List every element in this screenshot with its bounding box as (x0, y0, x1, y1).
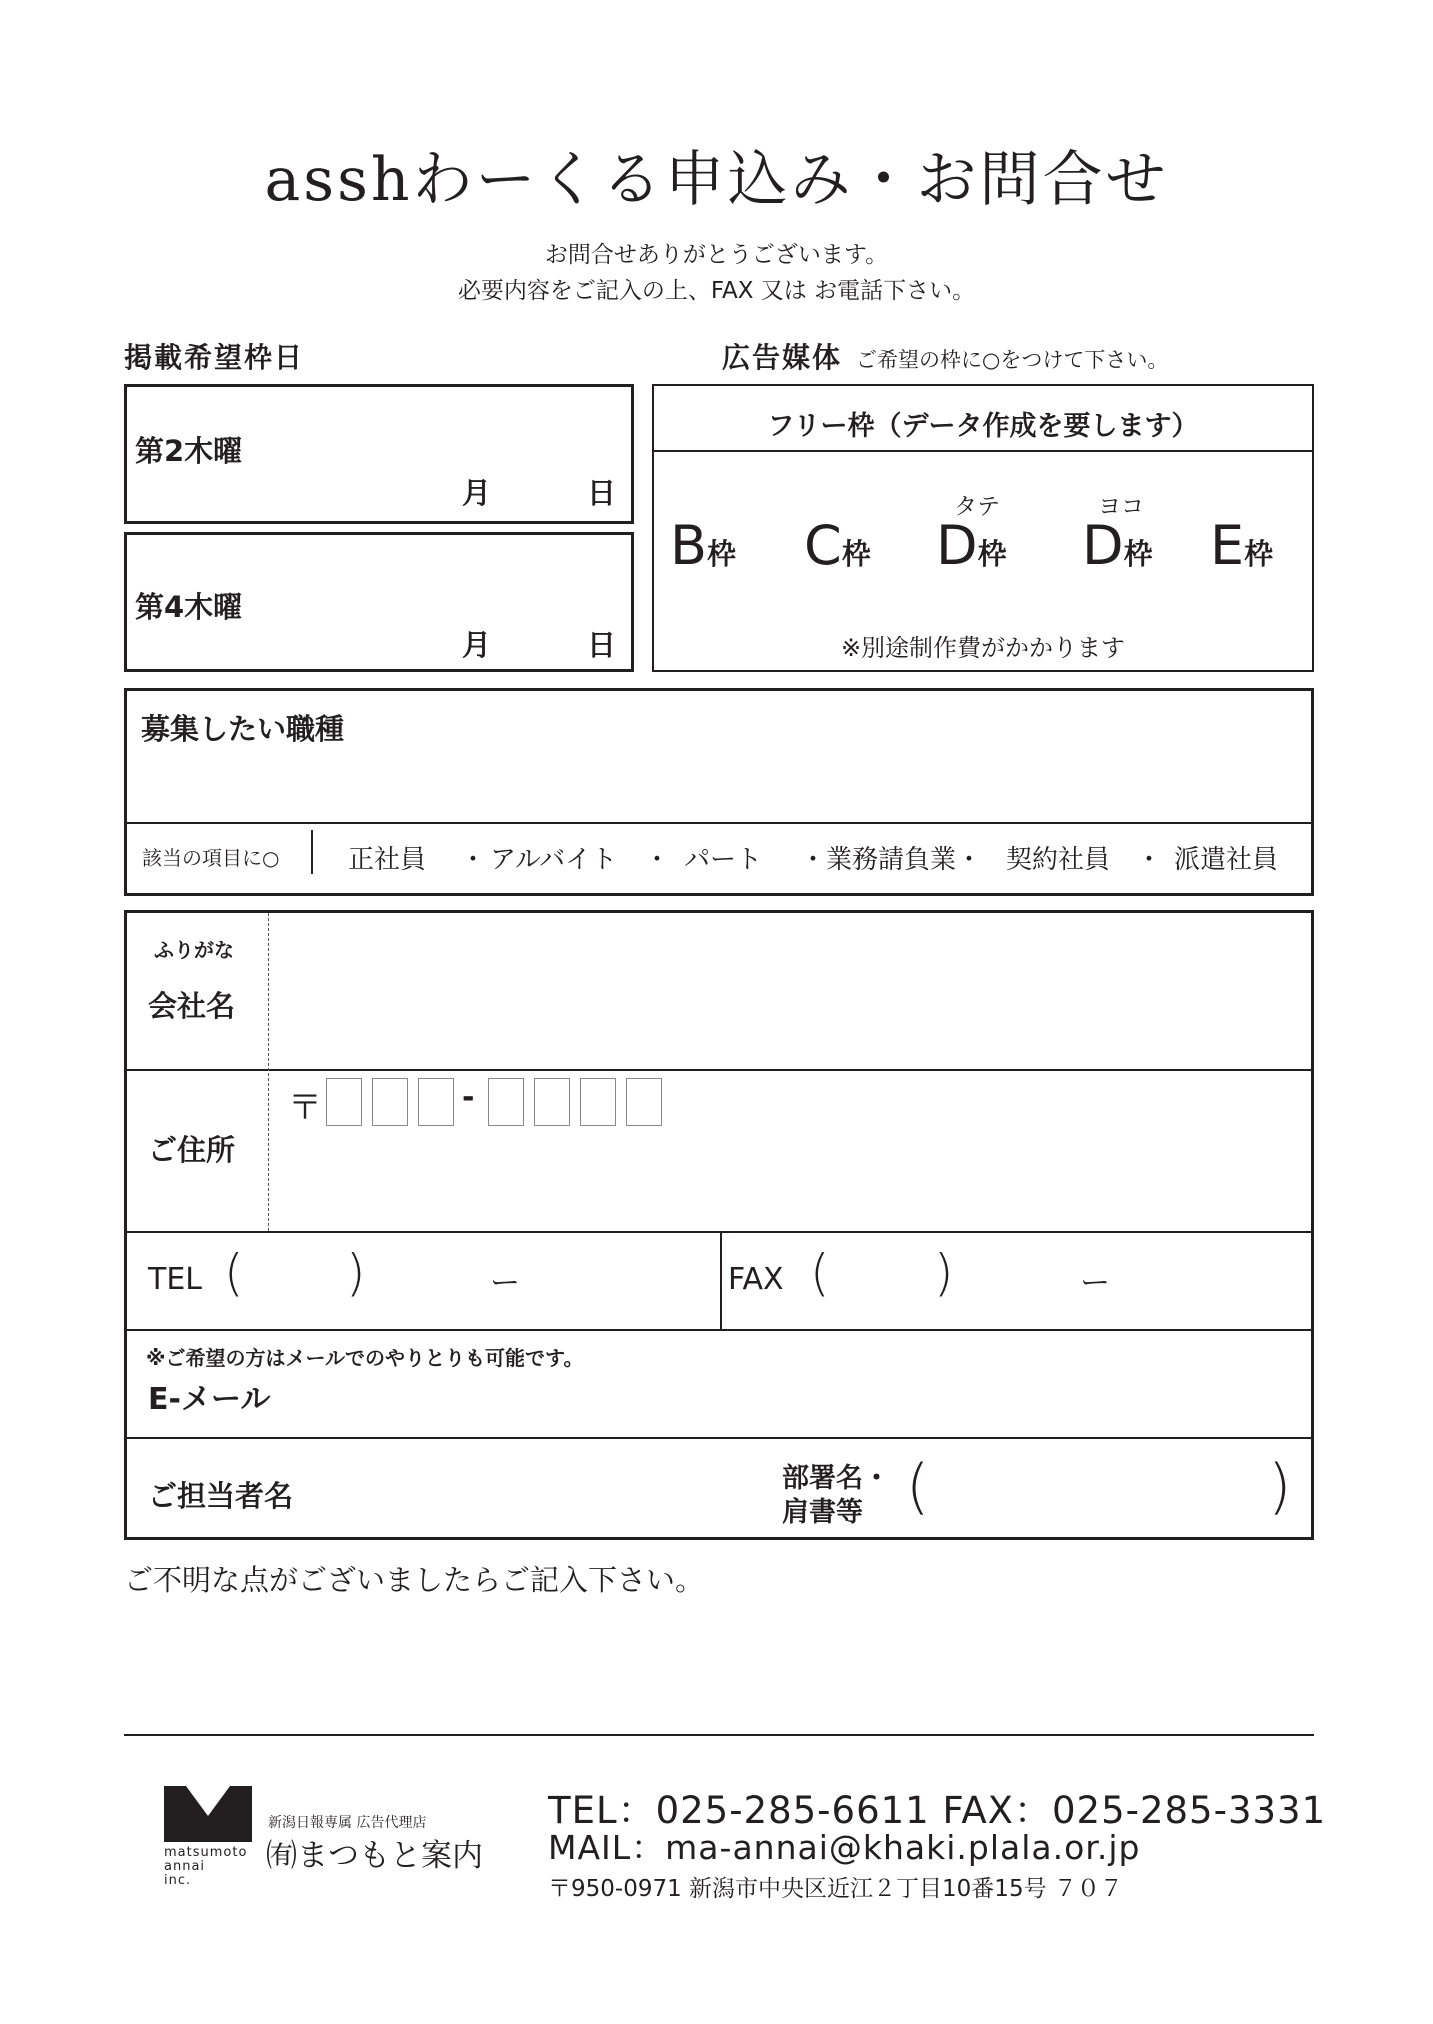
frame-option-d-yoko[interactable] (1082, 514, 1153, 577)
logo-word-3: inc. (164, 1873, 192, 1888)
logo-word-2: annai (164, 1859, 206, 1874)
dept-label-line-1: 部署名・ (782, 1463, 890, 1494)
frame-option-d-tate[interactable] (936, 514, 1007, 577)
email-note: ※ご希望の方はメールでのやりとりも可能です。 (146, 1346, 584, 1370)
schedule-month-label: 月 (462, 476, 492, 510)
ruby-yoko: ヨコ (1098, 494, 1144, 520)
footer-mail[interactable]: MAIL：ma-annai@khaki.plala.or.jp (548, 1828, 1141, 1867)
jobs-label: 募集したい職種 (141, 712, 345, 746)
row-divider (127, 1329, 1311, 1331)
postal-digit-box[interactable] (418, 1078, 454, 1126)
footer-tel-fax: TEL：025-285-6611 FAX：025-285-3331 (548, 1789, 1327, 1832)
postal-digit-box[interactable] (488, 1078, 524, 1126)
schedule-month-label: 月 (462, 628, 492, 662)
frame-option-e[interactable] (1210, 514, 1273, 577)
media-divider (654, 450, 1312, 452)
job-separator: ・ (1136, 845, 1163, 875)
agency-line: 新潟日報専属 広告代理店 (268, 1815, 427, 1831)
job-option-seishain[interactable]: 正社員 (348, 845, 427, 875)
ruby-tate: タテ (954, 494, 1000, 520)
agency-company-name: ㈲まつもと案内 (266, 1838, 483, 1874)
frame-word: 枠 (977, 537, 1007, 571)
company-name-field[interactable] (270, 914, 1310, 1064)
contact-person-field[interactable] (300, 1448, 760, 1534)
frame-option-b[interactable] (670, 514, 736, 577)
postal-digit-box[interactable] (326, 1078, 362, 1126)
postal-digit-box[interactable] (372, 1078, 408, 1126)
media-note: ご希望の枠に○をつけて下さい。 (856, 348, 1169, 372)
job-option-haken[interactable]: 派遣社員 (1174, 845, 1279, 875)
job-option-arubaito[interactable]: アルバイト (490, 845, 618, 875)
schedule-day-label: 第4木曜 (135, 590, 243, 624)
frame-letter: D (936, 514, 978, 577)
media-frame-box (652, 384, 1314, 672)
schedule-label: 掲載希望枠日 (124, 341, 305, 374)
logo-word-1: matsumoto (164, 1845, 248, 1860)
fax-dash: ー (1080, 1266, 1110, 1301)
schedule-row-4th-thursday[interactable] (124, 532, 634, 672)
postal-digit-box[interactable] (534, 1078, 570, 1126)
frame-letter: D (1082, 514, 1124, 577)
postal-dash: - (462, 1080, 475, 1115)
media-footnote: ※別途制作費がかかります (840, 634, 1126, 662)
schedule-row-2nd-thursday[interactable] (124, 384, 634, 524)
job-option-keiyaku[interactable]: 契約社員 (1006, 845, 1111, 875)
fax-label: FAX (728, 1262, 784, 1297)
media-label (722, 336, 1168, 376)
address-label: ご住所 (148, 1133, 236, 1167)
footer-divider (124, 1734, 1314, 1736)
fax-field[interactable] (820, 1232, 1300, 1326)
dept-paren-close: ) (1268, 1452, 1292, 1522)
job-option-gyomu-ukeoi[interactable]: ・業務請負業・ (800, 845, 983, 875)
frame-option-c[interactable] (804, 514, 871, 577)
dept-paren-open: ( (906, 1452, 930, 1522)
jobs-hint-separator (311, 830, 313, 874)
dept-field[interactable] (930, 1452, 1266, 1532)
row-divider (127, 1069, 1311, 1071)
postal-digit-box[interactable] (580, 1078, 616, 1126)
jobs-divider (127, 822, 1311, 824)
job-separator: ・ (460, 845, 487, 875)
tel-field[interactable] (232, 1232, 712, 1326)
email-field[interactable] (300, 1370, 1300, 1426)
postal-digit-box[interactable] (626, 1078, 662, 1126)
footer-address: 〒950-0971 新潟市中央区近江２丁目10番15号 ７０７ (548, 1876, 1123, 1902)
tel-dash: ー (490, 1266, 520, 1301)
tel-fax-divider (720, 1231, 722, 1329)
schedule-date-label: 日 (587, 628, 617, 662)
tel-label: TEL (148, 1262, 202, 1297)
intro-line-2: 必要内容をご記入の上、FAX 又は お電話下さい。 (457, 278, 976, 304)
logo-wordmark (164, 1846, 247, 1888)
frame-letter: E (1210, 514, 1245, 577)
questions-field[interactable] (124, 1600, 1314, 1710)
fax-paren-open: ( (810, 1244, 830, 1302)
email-label: E-メール (148, 1382, 271, 1417)
dept-label-line-2: 肩書等 (782, 1497, 863, 1528)
postal-mark: 〒 (288, 1088, 322, 1128)
schedule-date-label: 日 (587, 476, 617, 510)
furigana-label: ふりがな (154, 938, 234, 962)
fax-paren-close: ) (934, 1244, 954, 1302)
frame-word: 枠 (1244, 537, 1274, 571)
frame-word: 枠 (1123, 537, 1153, 571)
jobs-hint: 該当の項目に○ (142, 846, 280, 870)
page-title: asshわーくる申込み・お問合せ (264, 145, 1169, 215)
job-separator: ・ (644, 845, 671, 875)
tel-paren-open: ( (224, 1244, 244, 1302)
tel-paren-close: ) (346, 1244, 366, 1302)
intro-line-1: お問合せありがとうございます。 (544, 242, 889, 268)
frame-word: 枠 (707, 537, 737, 571)
questions-note: ご不明な点がございましたらご記入下さい。 (124, 1563, 705, 1597)
row-divider (127, 1437, 1311, 1439)
label-column-divider (268, 913, 269, 1231)
media-frame-header: フリー枠（データ作成を要します） (767, 411, 1199, 442)
contact-person-label: ご担当者名 (148, 1479, 294, 1513)
frame-letter: B (670, 514, 708, 577)
job-option-part[interactable]: パート (684, 845, 763, 875)
frame-word: 枠 (841, 537, 871, 571)
media-label-text: 広告媒体 (722, 341, 843, 374)
company-name-label: 会社名 (148, 989, 236, 1023)
schedule-day-label: 第2木曜 (135, 434, 243, 468)
matsumoto-logo-icon (164, 1786, 252, 1842)
frame-letter: C (804, 514, 842, 577)
